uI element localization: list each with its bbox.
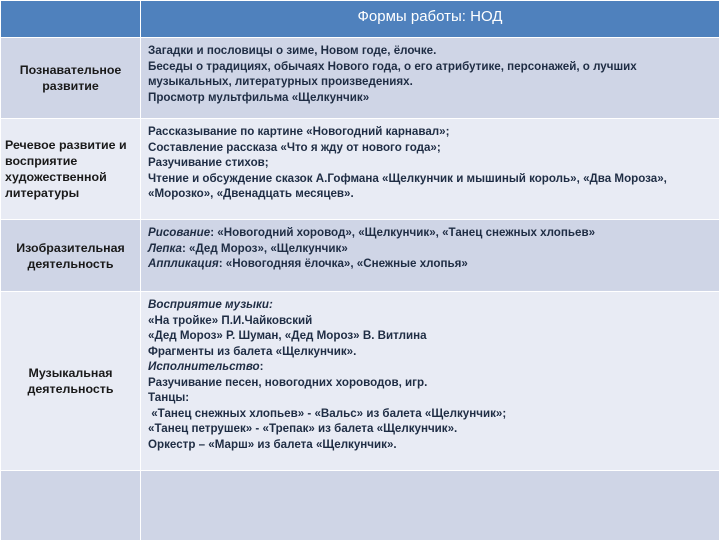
activity-term: Рисование <box>148 226 211 239</box>
content-line: Фрагменты из балета «Щелкунчик». <box>148 344 357 358</box>
row-content-music <box>141 292 720 471</box>
row-label-music: Музыкальная деятельность <box>1 292 141 471</box>
row-label-empty <box>1 471 141 541</box>
content-line: Танцы: <box>148 391 190 404</box>
table-row-music <box>1 292 720 471</box>
content-line <box>148 256 715 272</box>
content-line: «На тройке» П.И.Чайковский <box>148 313 313 327</box>
content-line <box>148 225 715 241</box>
row-content-cognitive <box>141 38 720 119</box>
activity-term: Лепка <box>148 241 182 255</box>
table-header-row <box>1 1 720 38</box>
content-line: «Танец петрушек» - «Трепак» из балета «Щелкунчик». <box>148 422 458 435</box>
activity-text: : «Новогодняя ёлочка», «Снежные хлопья» <box>218 257 468 270</box>
content-line <box>148 241 715 257</box>
row-label-visual-arts: Изобразительная деятельность <box>1 220 141 292</box>
table-title: Формы работы: НОД <box>141 1 720 38</box>
content-line: Составление рассказа «Что я жду от нового года»; <box>148 140 441 154</box>
perception-heading: Восприятие музыки: <box>148 298 273 311</box>
content-line: Загадки и пословицы о зиме, Новом годе, ёлочке. <box>148 44 437 57</box>
table-row-cognitive <box>1 38 720 119</box>
content-line: «Танец снежных хлопьев» - «Вальс» из балета «Щелкунчик»; <box>148 406 507 420</box>
content-line: Просмотр мультфильма «Щелкунчик» <box>148 90 370 104</box>
content-line: Оркестр – «Марш» из балета «Щелкунчик». <box>148 437 397 451</box>
activity-text: : «Новогодний хоровод», «Щелкунчик», «Танец снежных хлопьев» <box>210 226 596 239</box>
table-row-visual-arts <box>1 220 720 292</box>
content-line: Разучивание стихов; <box>148 156 269 169</box>
content-line: Разучивание песен, новогодних хороводов, игр. <box>148 375 428 389</box>
activity-text: : «Дед Мороз», «Щелкунчик» <box>181 241 348 255</box>
activity-term: Аппликация <box>148 257 219 270</box>
table-row-speech <box>1 119 720 220</box>
content-line: Беседы о традициях, обычаях Нового года, о его атрибутике, персонажей, о лучших музыкальных, литературных произведениях. <box>148 59 637 88</box>
row-content-empty <box>141 471 720 541</box>
table-row-empty <box>1 471 720 541</box>
row-content-visual-arts <box>141 220 720 292</box>
performance-heading: Исполнительство <box>148 360 260 373</box>
content-line: Рассказывание по картине «Новогодний карнавал»; <box>148 125 450 138</box>
content-line: «Дед Мороз» Р. Шуман, «Дед Мороз» В. Витлина <box>148 329 427 342</box>
content-line <box>148 359 715 375</box>
performance-suffix: : <box>259 360 264 373</box>
content-line: Чтение и обсуждение сказок А.Гофмана «Щелкунчик и мышиный король», «Два Мороза», «Морозко», «Двенадцать месяцев». <box>148 171 667 200</box>
row-label-cognitive: Познавательное развитие <box>1 38 141 119</box>
row-content-speech <box>141 119 720 220</box>
row-label-speech: Речевое развитие и восприятие художественной литературы <box>1 119 141 220</box>
header-corner-cell <box>1 1 141 38</box>
